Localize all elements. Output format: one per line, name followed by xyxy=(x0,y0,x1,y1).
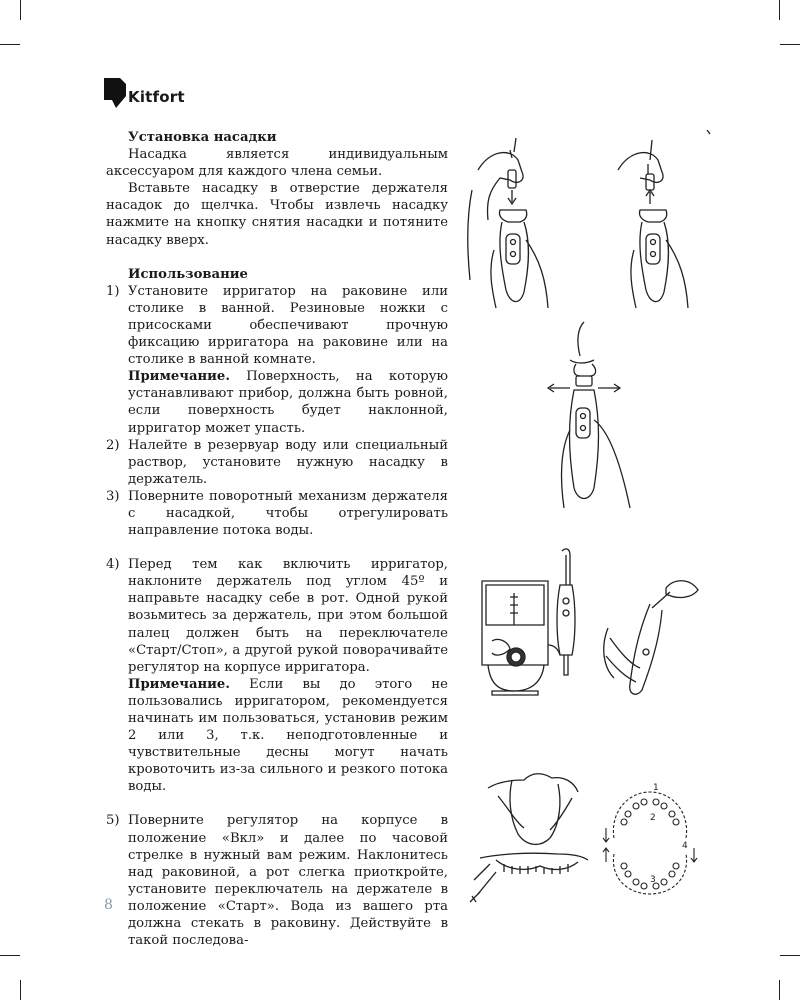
rotate-holder-illustration xyxy=(540,320,670,510)
rinse-over-sink-illustration xyxy=(468,768,598,910)
crop-mark xyxy=(780,44,800,45)
crop-mark xyxy=(779,980,780,1000)
brand-name: Kitfort xyxy=(128,88,185,106)
zone-label: 4 xyxy=(682,841,688,851)
irrigator-device-illustration xyxy=(478,545,588,705)
note: Примечание. Поверхность, на которую устанавливают прибор, должна быть ровной, если поверхность будет наклонной, ирригатор может упасть. xyxy=(128,369,448,436)
crop-mark xyxy=(20,0,21,20)
paragraph: Насадка является индивидуальным аксессуаром для каждого члена семьи. xyxy=(106,147,448,180)
dental-zones-diagram xyxy=(598,782,702,902)
list-item-text: Поверните поворотный механизм держателя с насадкой, чтобы отрегулировать направление потока воды. xyxy=(128,488,448,539)
list-item-text: Перед тем как включить ирригатор, наклоните держатель под углом 45º и направьте насадку себе в рот. Одной рукой возьмитесь за держатель, при этом большой палец должен быть на переключателе «Старт/Стоп», а другой рукой поворачивайте регулятор на корпусе ирригатора. xyxy=(128,557,448,675)
list-item: 4) Перед тем как включить ирригатор, наклоните держатель под углом 45º и направьте насадку себе в рот. Одной рукой возьмитесь за держатель, при этом большой палец должен быть на переключателе «Старт/Стоп», а другой рукой поворачивайте регулятор на корпусе ирригатора. Примечание. Если вы до этого не пользовались ирригатором, рекомендуется начинать им пользоваться, установив режим 2 или 3, т.к. неподготовленные и чувствительные десны могут начать кровоточить из-за сильного и резкого потока воды. xyxy=(106,557,448,795)
irrigation-mouth-illustration xyxy=(600,568,710,708)
crop-mark xyxy=(20,980,21,1000)
zone-label: 3 xyxy=(650,875,656,885)
zone-label: 2 xyxy=(650,813,656,823)
note: Примечание. Если вы до этого не пользовались ирригатором, рекомендуется начинать им пользоваться, установив режим 2 или 3, т.к. неподготовленные и чувствительные десны могут начать кровоточить из-за сильного и резкого потока воды. xyxy=(128,676,448,795)
section-title-install: Установка насадки xyxy=(128,130,277,145)
paragraph: Вставьте насадку в отверстие держателя насадок до щелчка. Чтобы извлечь насадку нажмите на кнопку снятия насадки и потяните насадку вверх. xyxy=(106,181,448,248)
list-item: 3) Поверните поворотный механизм держателя с насадкой, чтобы отрегулировать направление потока воды. xyxy=(106,488,448,539)
crop-mark xyxy=(0,44,20,45)
crop-mark xyxy=(780,955,800,956)
list-item-text: Поверните регулятор на корпусе в положение «Вкл» и далее по часовой стрелке в нужный вам режим. Наклонитесь над раковиной, а рот слегка приоткройте, установите переключатель на держателе в положение «Старт». Вода из вашего рта должна стекать в раковину. Действуйте в такой последова- xyxy=(128,813,448,949)
list-item: 2) Налейте в резервуар воду или специальный раствор, установите нужную насадку в держатель. xyxy=(106,437,448,487)
kitfort-logo-icon xyxy=(104,78,126,108)
section-title-usage: Использование xyxy=(128,266,248,282)
nozzle-install-illustration xyxy=(460,130,720,310)
list-item-text: Налейте в резервуар воду или специальный раствор, установите нужную насадку в держатель. xyxy=(128,437,448,487)
list-item: 5) Поверните регулятор на корпусе в положение «Вкл» и далее по часовой стрелке в нужный вам режим. Наклонитесь над раковиной, а рот слегка приоткройте, установите переключатель на держателе в положение «Старт». Вода из вашего рта должна стекать в раковину. Действуйте в такой последова- xyxy=(106,813,448,949)
zone-label: 1 xyxy=(653,783,659,793)
page-number: 8 xyxy=(104,897,113,913)
brand-logo xyxy=(104,78,185,108)
list-item-text: Установите ирригатор на раковине или столике в ванной. Резиновые ножки с присосками обеспечивают прочную фиксацию ирригатора на раковине или на столике в ванной комнате. xyxy=(128,283,448,368)
crop-mark xyxy=(779,0,780,20)
crop-mark xyxy=(0,955,20,956)
list-item: 1) Установите ирригатор на раковине или столике в ванной. Резиновые ножки с присосками обеспечивают прочную фиксацию ирригатора на раковине или на столике в ванной комнате. Примечание. Поверхность, на которую устанавливают прибор, должна быть ровной, если поверхность будет наклонной, ирригатор может упасть. xyxy=(106,283,448,436)
text-column xyxy=(106,129,448,949)
